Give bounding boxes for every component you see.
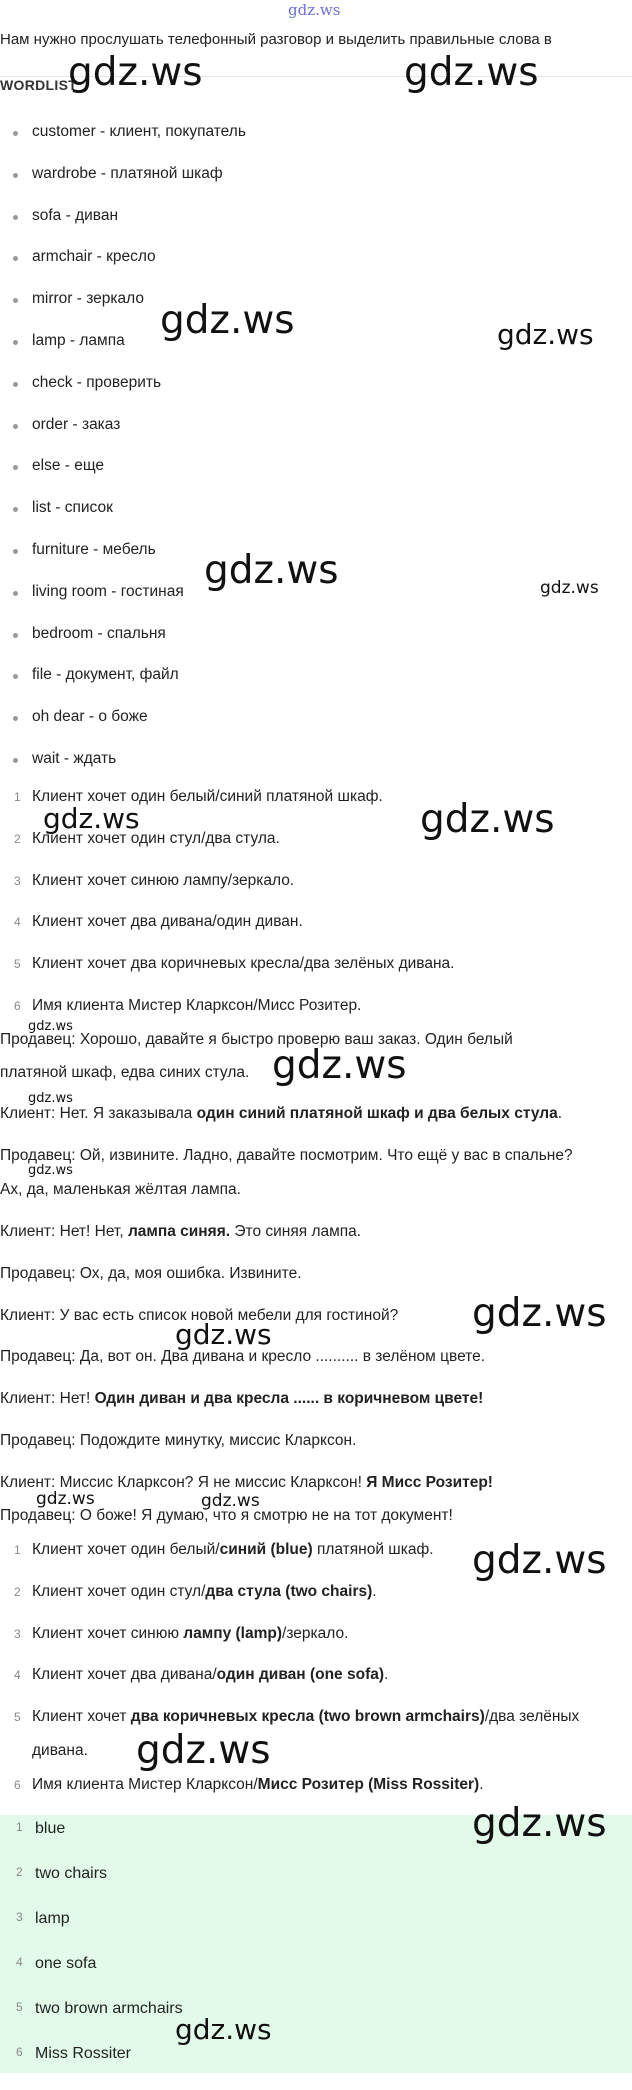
wordlist-item: bedroom - спальня <box>0 625 246 667</box>
watermark: gdz.ws <box>472 1538 607 1583</box>
watermark: gdz.ws <box>472 1801 607 1846</box>
dialogue-line: Продавец: Хорошо, давайте я быстро проверю ваш заказ. Один белый <box>0 1031 513 1048</box>
wordlist-item: living room - гостиная <box>0 583 246 625</box>
watermark: gdz.ws <box>160 298 295 343</box>
watermark: gdz.ws <box>404 50 539 95</box>
watermark: gdz.ws <box>420 797 555 842</box>
answer-item: 2 two chairs <box>16 1865 108 1882</box>
answers-list <box>0 1820 183 2090</box>
marked-answer-item: 1 Клиент хочет один белый/синий (blue) платяной шкаф. <box>14 1541 434 1558</box>
site-logo[interactable]: gdz.ws <box>288 1 341 19</box>
dialogue-line: Клиент: Нет! Нет, лампа синяя. Это синяя лампа. <box>0 1223 362 1240</box>
bullet-icon <box>13 173 18 178</box>
dialogue-line: Продавец: Подождите минутку, миссис Кларксон. <box>0 1432 357 1449</box>
bullet-icon <box>13 591 18 596</box>
wordlist-item: lamp - лампа <box>0 332 246 374</box>
bullet-icon <box>13 256 18 261</box>
wordlist-item: armchair - кресло <box>0 248 246 290</box>
watermark: gdz.ws <box>28 1163 73 1178</box>
watermark: gdz.ws <box>201 1491 260 1511</box>
task-intro: Нам нужно прослушать телефонный разговор и выделить правильные слова в <box>0 31 552 48</box>
marked-answer-item: 6 Имя клиента Мистер Кларксон/Мисс Розитер (Miss Rossiter). <box>14 1776 484 1794</box>
watermark: gdz.ws <box>136 1728 271 1773</box>
question-item: 3 Клиент хочет синюю лампу/зеркало. <box>14 871 295 889</box>
question-item: 6 Имя клиента Мистер Кларксон/Мисс Розитер. <box>14 996 362 1014</box>
marked-answer-item: 5 Клиент хочет два коричневых кресла (two brown armchairs)/два зелёных дивана. <box>14 1708 580 1760</box>
dialogue-line: Продавец: О боже! Я думаю, что я смотрю не на тот документ! <box>0 1507 453 1524</box>
watermark: gdz.ws <box>272 1043 407 1088</box>
bullet-icon <box>13 131 18 136</box>
wordlist-item: file - документ, файл <box>0 666 246 708</box>
wordlist-item: furniture - мебель <box>0 541 246 583</box>
bullet-icon <box>13 215 18 220</box>
dialogue-line: Ах, да, маленькая жёлтая лампа. <box>0 1181 241 1198</box>
marked-answer-item: 3 Клиент хочет синюю лампу (lamp)/зеркало. <box>14 1624 349 1642</box>
question-item: 2 Клиент хочет один стул/два стула. <box>14 829 280 847</box>
watermark: gdz.ws <box>204 548 339 593</box>
question-item: 4 Клиент хочет два дивана/один диван. <box>14 913 303 931</box>
dialogue-line: Продавец: Ой, извините. Ладно, давайте посмотрим. Что ещё у вас в спальне? <box>0 1147 573 1164</box>
wordlist-item: order - заказ <box>0 416 246 458</box>
marked-answer-item: 2 Клиент хочет один стул/два стула (two chairs). <box>14 1582 377 1600</box>
wordlist-item: wait - ждать <box>0 750 246 792</box>
bullet-icon <box>13 465 18 470</box>
dialogue-line: платяной шкаф, едва синих стула. <box>0 1064 250 1081</box>
wordlist-item: mirror - зеркало <box>0 290 246 332</box>
answer-item: 3 lamp <box>16 1910 70 1927</box>
wordlist-item: customer - клиент, покупатель <box>0 123 246 165</box>
wordlist-item: wardrobe - платяной шкаф <box>0 165 246 207</box>
bullet-icon <box>13 298 18 303</box>
watermark: gdz.ws <box>175 1318 272 1351</box>
question-item: 1 Клиент хочет один белый/синий платяной шкаф. <box>14 788 383 805</box>
watermark: gdz.ws <box>43 802 140 835</box>
watermark: gdz.ws <box>540 578 599 598</box>
watermark: gdz.ws <box>28 1019 73 1034</box>
bullet-icon <box>13 674 18 679</box>
watermark: gdz.ws <box>28 1091 73 1106</box>
answer-item: 5 two brown armchairs <box>16 2000 183 2017</box>
wordlist-item: oh dear - о боже <box>0 708 246 750</box>
wordlist-title: WORDLIST <box>0 77 78 93</box>
bullet-icon <box>13 382 18 387</box>
bullet-icon <box>13 633 18 638</box>
watermark: gdz.ws <box>175 2013 272 2046</box>
bullet-icon <box>13 758 18 763</box>
bullet-icon <box>13 340 18 345</box>
dialogue-line: Клиент: Миссис Кларксон? Я не миссис Кларксон! Я Мисс Розитер! <box>0 1474 493 1491</box>
watermark: gdz.ws <box>497 318 594 351</box>
wordlist-item: check - проверить <box>0 374 246 416</box>
wordlist-item: else - еще <box>0 457 246 499</box>
dialogue-line: Клиент: Нет. Я заказывала один синий платяной шкаф и два белых стула. <box>0 1105 563 1122</box>
question-item: 5 Клиент хочет два коричневых кресла/два зелёных дивана. <box>14 955 455 973</box>
marked-answer-item: 4 Клиент хочет два дивана/один диван (one sofa). <box>14 1666 389 1684</box>
bullet-icon <box>13 549 18 554</box>
bullet-icon <box>13 424 18 429</box>
watermark: gdz.ws <box>68 50 203 95</box>
dialogue-line: Продавец: Ох, да, моя ошибка. Извините. <box>0 1265 302 1282</box>
dialogue-line: Продавец: Да, вот он. Два дивана и кресло .......... в зелёном цвете. <box>0 1348 486 1365</box>
watermark: gdz.ws <box>36 1489 95 1509</box>
answer-item: 6 Miss Rossiter <box>16 2045 132 2062</box>
wordlist-item: list - список <box>0 499 246 541</box>
dialogue-line: Клиент: У вас есть список новой мебели для гостиной? <box>0 1307 399 1324</box>
watermark: gdz.ws <box>472 1291 607 1336</box>
answer-item: 1 blue <box>16 1820 66 1837</box>
wordlist <box>0 123 246 792</box>
bullet-icon <box>13 716 18 721</box>
wordlist-item: sofa - диван <box>0 207 246 249</box>
dialogue-line: Клиент: Нет! Один диван и два кресла ...... в коричневом цвете! <box>0 1390 484 1407</box>
bullet-icon <box>13 507 18 512</box>
answer-item: 4 one sofa <box>16 1955 97 1972</box>
